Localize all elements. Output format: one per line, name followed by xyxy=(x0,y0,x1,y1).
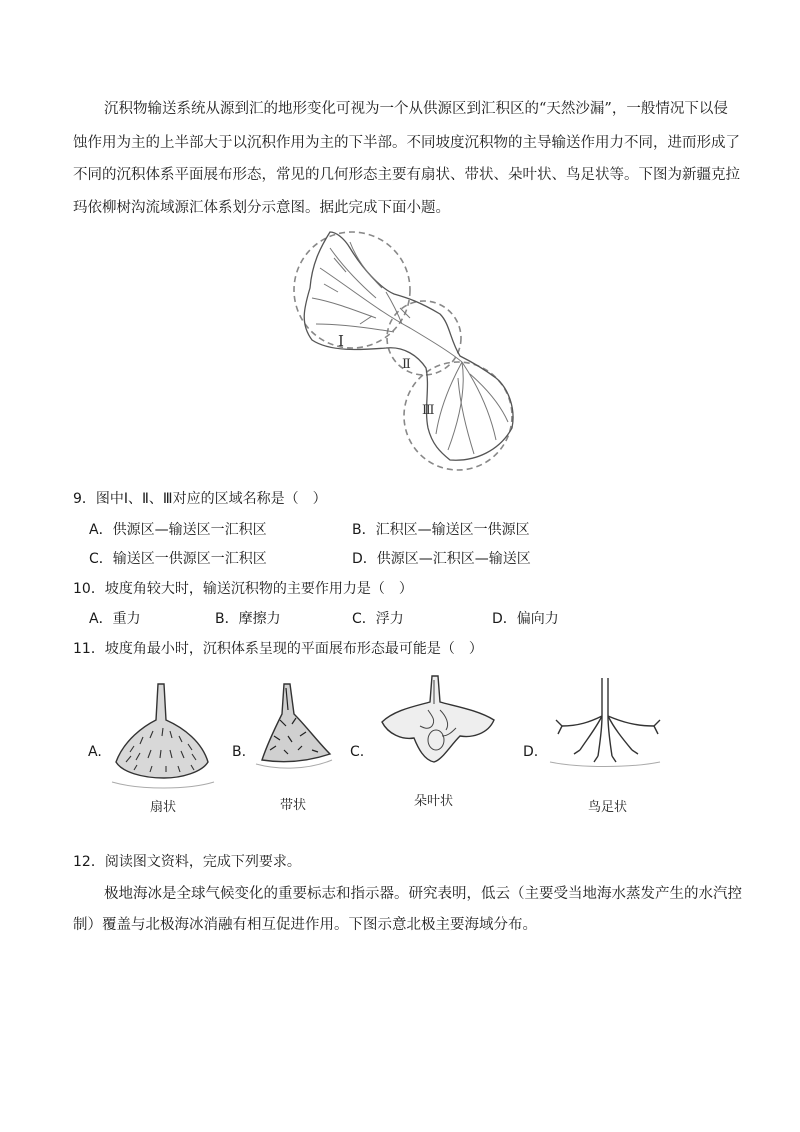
question-11-stem: 11．坡度角最小时，沉积体系呈现的平面展布形态最可能是（ ） xyxy=(73,641,483,657)
q11-option-d-letter: D. xyxy=(523,744,539,760)
intro-line-2: 蚀作用为主的上半部大于以沉积作用为主的下半部。不同坡度沉积物的主导输送作用力不同，进而形成了 xyxy=(73,135,740,151)
intro-line-1: 沉积物输送系统从源到汇的地形变化可视为一个从供源区到汇积区的“天然沙漏”，一般情况下以侵 xyxy=(104,101,728,117)
band-shape-illustration xyxy=(250,680,340,780)
lobate-shape-illustration xyxy=(380,676,500,776)
q9-option-c: C．输送区一供源区一汇积区 xyxy=(89,551,267,567)
question-9-stem: 9．图中Ⅰ、Ⅱ、Ⅲ对应的区域名称是（ ） xyxy=(73,491,327,507)
question-10-stem: 10．坡度角较大时，输送沉积物的主要作用力是（ ） xyxy=(73,581,413,597)
q12-text-line-2: 制）覆盖与北极海冰消融有相互促进作用。下图示意北极主要海域分布。 xyxy=(73,917,537,933)
q10-option-a: A．重力 xyxy=(89,611,141,627)
q12-text-line-1: 极地海冰是全球气候变化的重要标志和指示器。研究表明，低云（主要受当地海水蒸发产生的水汽控 xyxy=(104,886,742,902)
q11-caption-a: 扇状 xyxy=(150,800,177,815)
region-label-2: Ⅱ xyxy=(402,357,411,372)
q11-option-b-letter: B. xyxy=(232,744,247,760)
q11-caption-d: 鸟足状 xyxy=(588,800,628,815)
q9-option-a: A．供源区—输送区一汇积区 xyxy=(89,522,267,538)
q10-option-b: B．摩擦力 xyxy=(215,611,281,627)
source-sink-diagram xyxy=(290,228,530,468)
fan-shape-illustration xyxy=(110,680,220,790)
q9-option-b: B．汇积区—输送区一供源区 xyxy=(352,522,530,538)
intro-line-3: 不同的沉积体系平面展布形态，常见的几何形态主要有扇状、带状、朵叶状、鸟足状等。下图为新疆克拉 xyxy=(73,167,740,183)
q11-caption-c: 朵叶状 xyxy=(414,794,454,809)
q11-option-c-letter: C. xyxy=(350,744,365,760)
question-12-stem: 12．阅读图文资料，完成下列要求。 xyxy=(73,854,301,870)
birdfoot-shape-illustration xyxy=(550,676,660,766)
q11-caption-b: 带状 xyxy=(280,798,307,813)
intro-line-4: 玛依柳树沟流域源汇体系划分示意图。据此完成下面小题。 xyxy=(73,200,450,216)
q9-option-d: D．供源区—汇积区—输送区 xyxy=(352,551,531,567)
region-label-1: Ⅰ xyxy=(338,332,344,350)
q11-option-a-letter: A. xyxy=(88,744,102,760)
q10-option-d: D．偏向力 xyxy=(492,611,559,627)
q10-option-c: C．浮力 xyxy=(352,611,404,627)
region-label-3: Ⅲ xyxy=(422,403,435,418)
